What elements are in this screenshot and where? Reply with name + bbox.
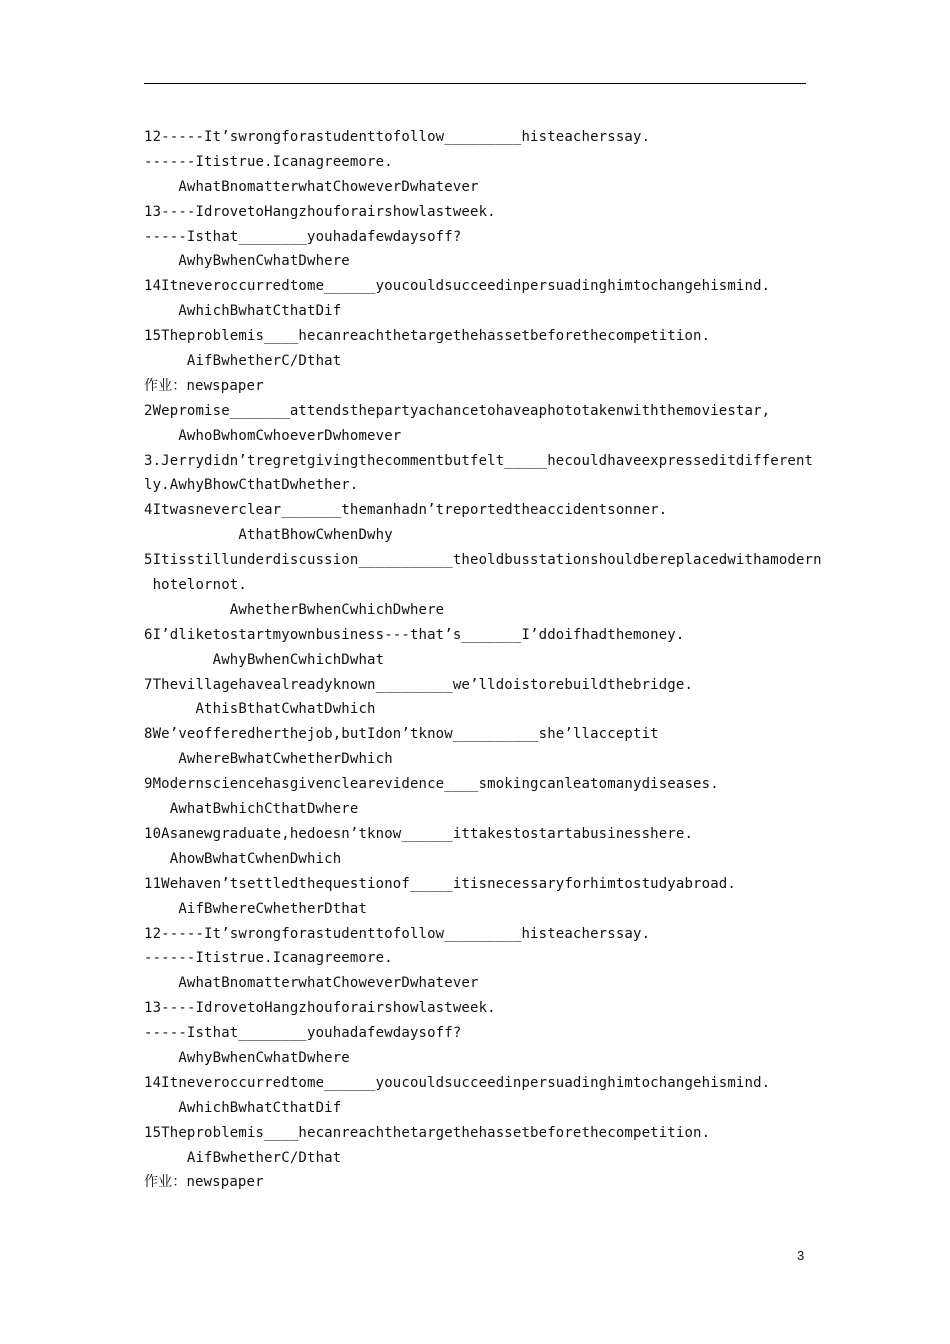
text-line: 4Itwasneverclear_______themanhadn’treportedtheaccidentsonner. — [144, 502, 668, 519]
text-line: -----Isthat________youhadafewdaysoff? — [144, 228, 462, 245]
text-line: AwhereBwhatCwhetherDwhich — [144, 751, 393, 768]
text-line: AifBwhetherC/Dthat — [144, 1149, 342, 1166]
text-line: 12-----It’swrongforastudenttofollow_________histeacherssay. — [144, 925, 651, 942]
text-line: AwhyBwhenCwhatDwhere — [144, 1049, 350, 1066]
text-line: 13----IdrovetoHangzhouforairshowlastweek. — [144, 1000, 496, 1017]
text-line: AwhichBwhatCthatDif — [144, 1099, 342, 1116]
text-line: AifBwhetherC/Dthat — [144, 353, 342, 370]
text-line: AwhetherBwhenCwhichDwhere — [144, 601, 445, 618]
text-line: 8We’veofferedherthejob,butIdon’tknow__________she’llacceptit — [144, 726, 659, 743]
document-body — [144, 125, 822, 1195]
text-line: 15Theproblemis____hecanreachthetargethehassetbeforethecompetition. — [144, 1124, 711, 1141]
page-number: 3 — [797, 1248, 805, 1263]
text-line: 14Itneveroccurredtome______youcouldsucceedinpersuadinghimtochangehismind. — [144, 1074, 771, 1091]
text-line: ------Itistrue.Icanagreemore. — [144, 153, 393, 170]
text-line: ------Itistrue.Icanagreemore. — [144, 950, 393, 967]
text-line: AwhichBwhatCthatDif — [144, 303, 342, 320]
text-line: 3.Jerrydidn’tregretgivingthecommentbutfelt_____hecouldhaveexpresseditdifferent — [144, 452, 814, 469]
text-line: AwhyBwhenCwhatDwhere — [144, 253, 350, 270]
text-line: AwhatBwhichCthatDwhere — [144, 801, 359, 818]
text-line: AwhatBnomatterwhatChoweverDwhatever — [144, 178, 479, 195]
text-line: 作业：newspaper — [144, 1174, 264, 1191]
text-line: 12-----It’swrongforastudenttofollow_________histeacherssay. — [144, 129, 651, 145]
text-line: -----Isthat________youhadafewdaysoff? — [144, 1025, 462, 1042]
header-rule — [144, 83, 806, 84]
text-line: AthisBthatCwhatDwhich — [144, 701, 376, 718]
text-line: AhowBwhatCwhenDwhich — [144, 850, 342, 867]
text-line: AifBwhereCwhetherDthat — [144, 900, 368, 917]
text-line: 2Wepromise_______attendsthepartyachancetohaveaphototakenwiththemoviestar, — [144, 402, 771, 419]
text-line: AwhatBnomatterwhatChoweverDwhatever — [144, 975, 479, 992]
text-line: 9Modernsciencehasgivenclearevidence____smokingcanleatomanydiseases. — [144, 776, 719, 793]
text-line: hotelornot. — [144, 577, 247, 594]
text-line: AthatBhowCwhenDwhy — [144, 527, 393, 544]
text-line: 15Theproblemis____hecanreachthetargethehassetbeforethecompetition. — [144, 328, 711, 345]
text-line: 13----IdrovetoHangzhouforairshowlastweek. — [144, 203, 496, 220]
text-line: 5Itisstillunderdiscussion___________theoldbusstationshouldbereplacedwithamodern — [144, 552, 822, 569]
text-line: AwhoBwhomCwhoeverDwhomever — [144, 427, 402, 444]
text-line: 11Wehaven’tsettledthequestionof_____itisnecessaryforhimtostudyabroad. — [144, 875, 736, 892]
text-line: 6I’dliketostartmyownbusiness---that’s_______I’ddoifhadthemoney. — [144, 626, 685, 643]
text-line: ly.AwhyBhowCthatDwhether. — [144, 477, 359, 494]
text-line: AwhyBwhenCwhichDwhat — [144, 651, 385, 668]
text-line: 作业：newspaper — [144, 377, 264, 394]
text-line: 7Thevillagehavealreadyknown_________we’lldoistorebuildthebridge. — [144, 676, 694, 693]
text-line: 10Asanewgraduate,hedoesn’tknow______ittakestostartabusinesshere. — [144, 825, 694, 842]
text-line: 14Itneveroccurredtome______youcouldsucceedinpersuadinghimtochangehismind. — [144, 278, 771, 295]
